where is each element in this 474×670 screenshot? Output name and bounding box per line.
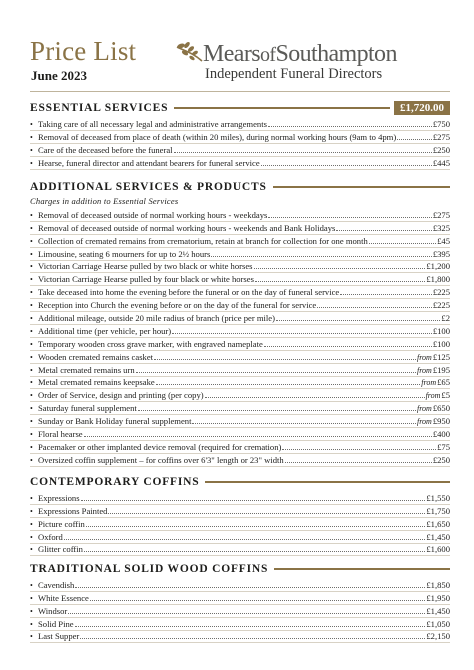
dot-leader xyxy=(282,449,436,450)
bullet-icon: • xyxy=(30,493,33,503)
item-price: £275 xyxy=(432,131,450,142)
dot-leader xyxy=(138,410,416,411)
dot-leader xyxy=(154,359,416,360)
item-price: £100 xyxy=(432,325,450,336)
bullet-icon: • xyxy=(30,580,33,590)
item-price: £5 xyxy=(441,390,450,401)
item-label: Saturday funeral supplement xyxy=(38,403,137,414)
item-price: £225 xyxy=(432,300,450,311)
price-row xyxy=(30,518,450,531)
dot-leader xyxy=(86,526,426,527)
section-rule xyxy=(274,568,450,570)
section-rule xyxy=(174,107,390,109)
item-price: £395 xyxy=(432,248,450,259)
section-rule xyxy=(205,481,450,483)
dot-leader xyxy=(90,600,426,601)
price-row xyxy=(30,389,450,402)
item-price: £1,450 xyxy=(426,531,450,542)
price-row xyxy=(30,118,450,131)
item-label: Order of Service, design and printing (per copy) xyxy=(38,390,204,401)
bullet-icon: • xyxy=(30,391,33,401)
item-price: £275 xyxy=(432,209,450,220)
bullet-icon: • xyxy=(30,606,33,616)
price-row xyxy=(30,286,450,299)
item-price: £1,850 xyxy=(426,579,450,590)
section-header xyxy=(30,562,450,576)
bullet-icon: • xyxy=(30,619,33,629)
item-label: White Essence xyxy=(38,592,89,603)
essential-total-badge: £1,720.00 xyxy=(394,101,450,115)
item-price: £125 xyxy=(432,351,450,362)
bullet-icon: • xyxy=(30,430,33,440)
item-price: £1,550 xyxy=(426,492,450,503)
dot-leader xyxy=(172,333,432,334)
bullet-icon: • xyxy=(30,158,33,168)
bullet-icon: • xyxy=(30,442,33,452)
price-rows xyxy=(30,492,450,556)
price-row xyxy=(30,592,450,605)
item-price: £1,200 xyxy=(426,261,450,272)
dot-leader xyxy=(84,551,425,552)
dot-leader xyxy=(81,500,426,501)
bullet-icon: • xyxy=(30,632,33,642)
item-price: £445 xyxy=(432,157,450,168)
item-label: Floral hearse xyxy=(38,429,83,440)
item-label: Victorian Carriage Hearse pulled by two black or white horses xyxy=(38,261,253,272)
price-row xyxy=(30,531,450,544)
item-label: Metal cremated remains keepsake xyxy=(38,377,155,388)
price-row xyxy=(30,312,450,325)
dot-leader xyxy=(80,638,425,639)
price-row xyxy=(30,579,450,592)
item-label: Windsor xyxy=(38,605,68,616)
dot-leader xyxy=(136,372,416,373)
brand-name xyxy=(203,41,397,68)
item-price: £1,450 xyxy=(426,605,450,616)
item-label: Solid Pine xyxy=(38,618,74,629)
dot-leader xyxy=(264,346,432,347)
dot-leader xyxy=(397,139,432,140)
price-list-date: June 2023 xyxy=(31,68,87,83)
price-row xyxy=(30,144,450,157)
bullet-icon: • xyxy=(30,262,33,272)
price-row xyxy=(30,454,450,467)
item-label: Expressions Painted xyxy=(38,505,108,516)
brand-subtitle: Independent Funeral Directors xyxy=(205,66,383,82)
dot-leader xyxy=(268,126,432,127)
item-price: £1,650 xyxy=(426,518,450,529)
item-price: £2 xyxy=(441,313,450,324)
price-rows xyxy=(30,579,450,643)
dot-leader xyxy=(276,320,440,321)
price-row xyxy=(30,415,450,428)
item-label: Care of the deceased before the funeral xyxy=(38,144,173,155)
page-title: Price List xyxy=(30,36,137,66)
dot-leader xyxy=(255,281,425,282)
item-label: Pacemaker or other implanted device removal (required for cremation) xyxy=(38,441,282,452)
price-row xyxy=(30,505,450,518)
item-price: £1,600 xyxy=(426,544,450,555)
item-price: £950 xyxy=(432,416,450,427)
bullet-icon: • xyxy=(30,532,33,542)
from-prefix: from xyxy=(421,378,437,388)
from-prefix: from xyxy=(425,391,441,401)
item-price: £1,750 xyxy=(426,505,450,516)
from-prefix: from xyxy=(416,417,432,427)
dot-leader xyxy=(156,384,421,385)
item-price: £400 xyxy=(432,429,450,440)
item-price: £75 xyxy=(437,441,450,452)
price-row xyxy=(30,222,450,235)
leaf-sprig-icon xyxy=(175,41,205,65)
dot-leader xyxy=(317,307,432,308)
from-prefix: from xyxy=(416,352,432,362)
contemporary-coffins-section xyxy=(30,475,450,556)
item-label: Hearse, funeral director and attendant bearers for funeral service xyxy=(38,157,260,168)
dot-leader xyxy=(211,256,431,257)
price-row xyxy=(30,351,450,364)
header xyxy=(30,0,450,92)
price-row xyxy=(30,618,450,631)
item-price: £250 xyxy=(432,144,450,155)
price-row xyxy=(30,261,450,274)
item-label: Take deceased into home the evening before the funeral or on the day of funeral service xyxy=(38,287,340,298)
item-label: Oversized coffin supplement – for coffins over 6'3" length or 23" width xyxy=(38,454,284,465)
dot-leader xyxy=(108,513,425,514)
section-header xyxy=(30,475,450,489)
dot-leader xyxy=(369,243,436,244)
brand-logo xyxy=(175,41,470,85)
section-title: ADDITIONAL SERVICES & PRODUCTS xyxy=(30,181,267,193)
item-label: Removal of deceased outside of normal working hours - weekends and Bank Holidays xyxy=(38,222,336,233)
item-label: Expressions xyxy=(38,492,80,503)
item-price: £195 xyxy=(432,364,450,375)
item-label: Limousine, seating 6 mourners for up to 2½ hours xyxy=(38,248,211,259)
price-row xyxy=(30,441,450,454)
dot-leader xyxy=(340,294,432,295)
section-title: CONTEMPORARY COFFINS xyxy=(30,476,200,488)
dot-leader xyxy=(192,423,416,424)
bullet-icon: • xyxy=(30,545,33,555)
price-row xyxy=(30,492,450,505)
bullet-icon: • xyxy=(30,404,33,414)
item-label: Picture coffin xyxy=(38,518,85,529)
item-price: £1,950 xyxy=(426,592,450,603)
price-row xyxy=(30,428,450,441)
item-label: Cavendish xyxy=(38,579,75,590)
item-label: Additional time (per vehicle, per hour) xyxy=(38,325,172,336)
bullet-icon: • xyxy=(30,249,33,259)
price-row xyxy=(30,338,450,351)
dot-leader xyxy=(75,626,426,627)
dot-leader xyxy=(68,613,425,614)
bullet-icon: • xyxy=(30,506,33,516)
bullet-icon: • xyxy=(30,417,33,427)
section-header xyxy=(30,180,450,194)
bullet-icon: • xyxy=(30,210,33,220)
price-row xyxy=(30,544,450,557)
item-label: Reception into Church the evening before or on the day of the funeral for service xyxy=(38,300,317,311)
brand-name-part2: of xyxy=(259,44,276,66)
price-row xyxy=(30,248,450,261)
price-row xyxy=(30,631,450,644)
item-price: £325 xyxy=(432,222,450,233)
brand-name-part3: Southampton xyxy=(275,41,397,67)
header-divider xyxy=(30,91,450,92)
bullet-icon: • xyxy=(30,326,33,336)
section-title: TRADITIONAL SOLID WOOD COFFINS xyxy=(30,563,269,575)
price-row xyxy=(30,299,450,312)
bullet-icon: • xyxy=(30,378,33,388)
bullet-icon: • xyxy=(30,223,33,233)
essential-services-section xyxy=(30,101,450,170)
section-note: Charges in addition to Essential Services xyxy=(30,196,179,206)
item-label: Additional mileage, outside 20 mile radius of branch (price per mile) xyxy=(38,313,275,324)
price-rows xyxy=(30,118,450,170)
item-label: Last Supper xyxy=(38,631,80,642)
additional-services-section xyxy=(30,180,450,467)
dot-leader xyxy=(261,165,432,166)
dot-leader xyxy=(268,217,431,218)
price-row xyxy=(30,364,450,377)
from-prefix: from xyxy=(416,404,432,414)
dot-leader xyxy=(174,152,432,153)
item-label: Removal of deceased from place of death (within 20 miles), during normal working hours (9am to 4pm) xyxy=(38,131,397,142)
bullet-icon: • xyxy=(30,132,33,142)
item-price: £1,050 xyxy=(426,618,450,629)
price-row xyxy=(30,235,450,248)
price-row xyxy=(30,377,450,390)
item-price: £45 xyxy=(437,235,450,246)
section-title: ESSENTIAL SERVICES xyxy=(30,102,169,114)
price-row xyxy=(30,402,450,415)
brand-name-part1: Mears xyxy=(203,41,260,67)
bullet-icon: • xyxy=(30,288,33,298)
price-row xyxy=(30,605,450,618)
item-label: Victorian Carriage Hearse pulled by four black or white horses xyxy=(38,274,254,285)
traditional-coffins-section xyxy=(30,562,450,643)
dot-leader xyxy=(64,539,426,540)
bullet-icon: • xyxy=(30,314,33,324)
from-prefix: from xyxy=(416,365,432,375)
item-price: £250 xyxy=(432,454,450,465)
bullet-icon: • xyxy=(30,455,33,465)
item-price: £650 xyxy=(432,403,450,414)
price-row xyxy=(30,157,450,170)
price-row xyxy=(30,131,450,144)
dot-leader xyxy=(75,587,425,588)
bullet-icon: • xyxy=(30,352,33,362)
item-label: Collection of cremated remains from crematorium, retain at branch for collection for one month xyxy=(38,235,368,246)
bullet-icon: • xyxy=(30,339,33,349)
item-label: Wooden cremated remains casket xyxy=(38,351,154,362)
item-label: Sunday or Bank Holiday funeral supplement xyxy=(38,416,192,427)
section-header xyxy=(30,101,450,115)
item-price: £225 xyxy=(432,287,450,298)
bullet-icon: • xyxy=(30,593,33,603)
bullet-icon: • xyxy=(30,275,33,285)
item-label: Oxford xyxy=(38,531,63,542)
dot-leader xyxy=(84,436,432,437)
dot-leader xyxy=(285,462,432,463)
dot-leader xyxy=(254,268,426,269)
bullet-icon: • xyxy=(30,119,33,129)
item-price: £100 xyxy=(432,338,450,349)
item-price: £750 xyxy=(432,118,450,129)
price-rows xyxy=(30,209,450,467)
item-label: Temporary wooden cross grave marker, with engraved nameplate xyxy=(38,338,263,349)
bullet-icon: • xyxy=(30,365,33,375)
item-price: £1,800 xyxy=(426,274,450,285)
item-label: Glitter coffin xyxy=(38,544,83,555)
price-row xyxy=(30,325,450,338)
item-price: £2,150 xyxy=(426,631,450,642)
dot-leader xyxy=(336,230,431,231)
bullet-icon: • xyxy=(30,301,33,311)
price-row xyxy=(30,209,450,222)
bullet-icon: • xyxy=(30,236,33,246)
section-rule xyxy=(273,186,450,188)
item-label: Metal cremated remains urn xyxy=(38,364,135,375)
bullet-icon: • xyxy=(30,145,33,155)
item-label: Removal of deceased outside of normal working hours - weekdays xyxy=(38,209,268,220)
dot-leader xyxy=(205,397,425,398)
price-row xyxy=(30,273,450,286)
item-price: £65 xyxy=(437,377,450,388)
bullet-icon: • xyxy=(30,519,33,529)
item-label: Taking care of all necessary legal and administrative arrangements xyxy=(38,118,267,129)
